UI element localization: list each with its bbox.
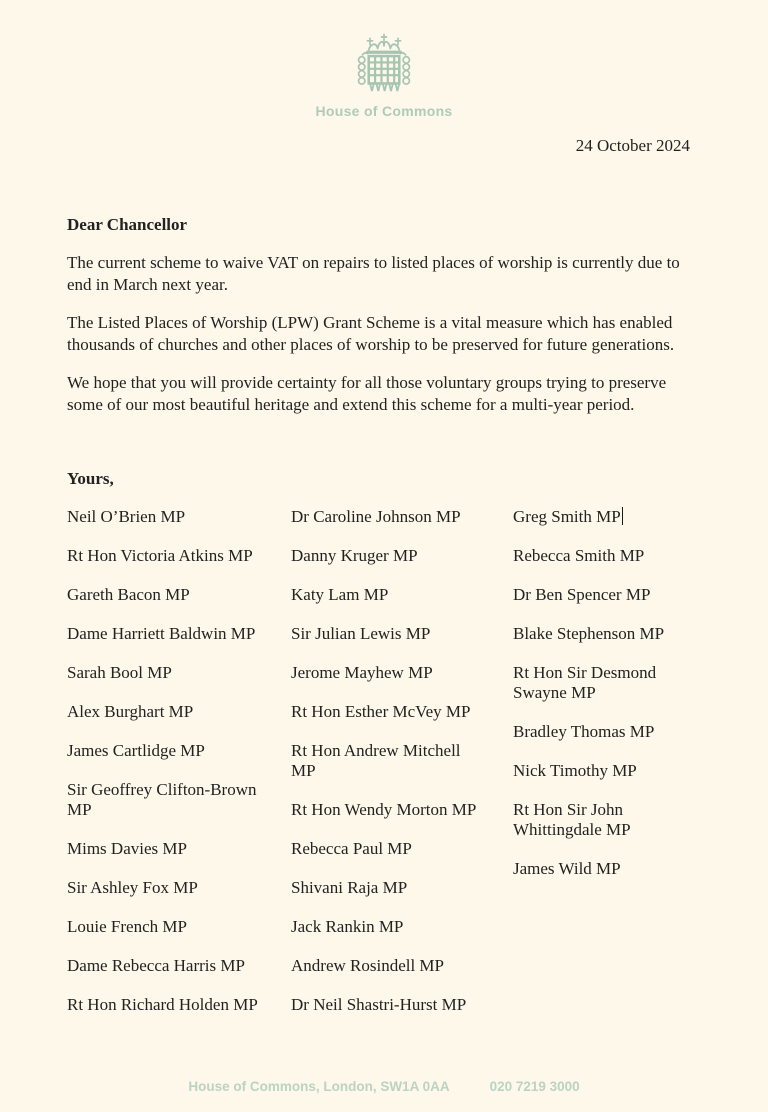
signatory-name: Dr Neil Shastri-Hurst MP	[291, 995, 467, 1014]
signatory-name: Gareth Bacon MP	[67, 585, 190, 604]
signatory-name: Dame Rebecca Harris MP	[67, 956, 245, 975]
portcullis-icon	[352, 30, 416, 100]
signatory-name: Rt Hon Richard Holden MP	[67, 995, 258, 1014]
signatory-name: Dr Caroline Johnson MP	[291, 507, 461, 526]
footer-address: House of Commons, London, SW1A 0AA	[188, 1079, 450, 1094]
signatory-name: Rt Hon Sir Desmond Swayne MP	[513, 663, 657, 702]
salutation: Dear Chancellor	[67, 215, 188, 234]
signatory-name: Blake Stephenson MP	[513, 624, 665, 643]
signatory-column-2	[291, 507, 481, 1034]
signatory-name: Sir Ashley Fox MP	[67, 878, 198, 897]
signatory-name: Dr Ben Spencer MP	[513, 585, 651, 604]
footer	[0, 1079, 768, 1094]
logo-label: House of Commons	[315, 103, 453, 119]
signatory-name: Rebecca Paul MP	[291, 839, 412, 858]
letter-body	[67, 214, 700, 1034]
signatory-name: Jack Rankin MP	[291, 917, 404, 936]
signatory-name: Dame Harriett Baldwin MP	[67, 624, 256, 643]
signatory-name: Alex Burghart MP	[67, 702, 194, 721]
signatory-name: Rt Hon Victoria Atkins MP	[67, 546, 253, 565]
signatory-column-3	[513, 507, 683, 898]
signatory-name: James Wild MP	[513, 859, 621, 878]
signatory-name: Katy Lam MP	[291, 585, 389, 604]
letter-date: 24 October 2024	[575, 136, 690, 155]
paragraph-1: The current scheme to waive VAT on repairs to listed places of worship is currently due to end in March next year.	[67, 253, 680, 294]
signatory-name: Danny Kruger MP	[291, 546, 418, 565]
signatory-column-1	[67, 507, 283, 1034]
signatory-name: Mims Davies MP	[67, 839, 187, 858]
signatory-name: Sir Geoffrey Clifton-Brown MP	[67, 780, 257, 819]
signatory-name: Bradley Thomas MP	[513, 722, 655, 741]
signatory-name: Neil O’Brien MP	[67, 507, 186, 526]
signatory-name: Greg Smith MP	[513, 507, 683, 527]
signatory-name: Rt Hon Wendy Morton MP	[291, 800, 477, 819]
signatory-name: Rt Hon Andrew Mitchell MP	[291, 741, 461, 780]
footer-phone: 020 7219 3000	[489, 1079, 580, 1094]
signatory-name: Rt Hon Sir John Whittingdale MP	[513, 800, 631, 839]
signatory-name: Sarah Bool MP	[67, 663, 172, 682]
signatory-name: Shivani Raja MP	[291, 878, 408, 897]
signatory-name: Rt Hon Esther McVey MP	[291, 702, 471, 721]
signatory-name: Jerome Mayhew MP	[291, 663, 433, 682]
signatory-name: Louie French MP	[67, 917, 187, 936]
signatory-name: Rebecca Smith MP	[513, 546, 645, 565]
paragraph-3: We hope that you will provide certainty for all those voluntary groups trying to preserve some of our most beautiful heritage and extend this scheme for a multi-year period.	[67, 373, 667, 414]
signatory-columns	[67, 507, 700, 1034]
closing: Yours,	[67, 469, 114, 488]
paragraph-2: The Listed Places of Worship (LPW) Grant Scheme is a vital measure which has enabled thousands of churches and other places of worship to be preserved for future generations.	[67, 313, 675, 354]
house-of-commons-logo	[0, 0, 768, 119]
signatory-name: James Cartlidge MP	[67, 741, 205, 760]
signatory-name: Andrew Rosindell MP	[291, 956, 444, 975]
text-cursor	[622, 507, 624, 525]
signatory-name: Nick Timothy MP	[513, 761, 637, 780]
signatory-name: Sir Julian Lewis MP	[291, 624, 431, 643]
